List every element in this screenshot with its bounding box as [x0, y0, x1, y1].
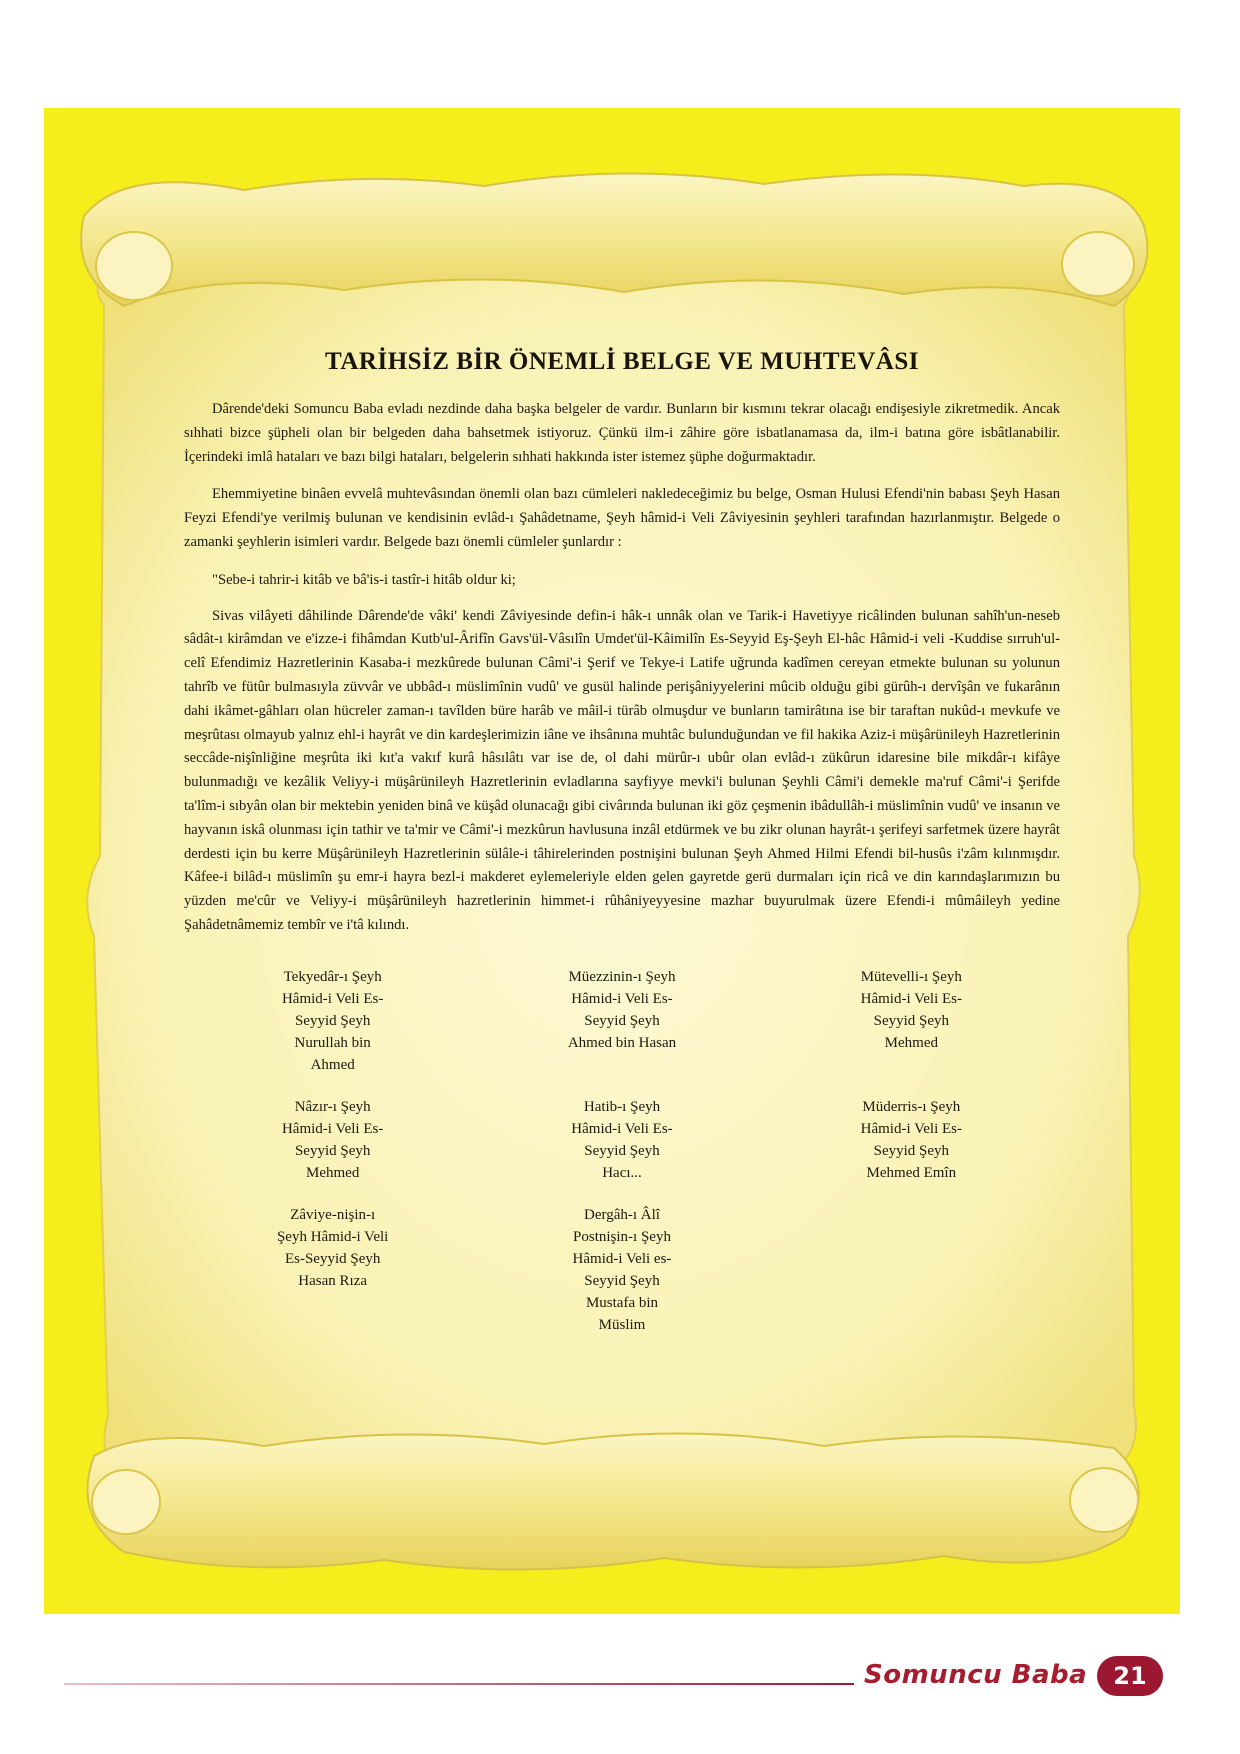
paragraph-quote-body: Sivas vilâyeti dâhilinde Dârende'de vâki' kendi Zâviyesinde defin-i hâk-ı unnâk olan ve Tarik-i Havetiyye ricâlinden bulunan sahîh'un-neseb sâdât-ı kirâmdan ve e'izze-i fihâmdan Kutb'ul-Ârifîn Gavs'ül-Vâsılîn Umdet'ül-Kâimilîn Es-Seyyid Eş-Şeyh El-hâc Hâmid-i veli -Kuddise sırruh'ul-celî Efendimiz Hazretlerinin Kasaba-i mezkûrede bulunan Câmi'-i Şerif ve Tekye-i Latife uğrunda kadîmen cereyan etmekte bulunan su yolunun tahrîb ve fütûr bulmasıyla züvvâr ve ubbâd-ı müslimînin vudû' ve gusül halinde perişâniyyelerini mûcib olduğu gibi gürûh-ı dervîşân ve fukarânın dahi ikâmet-gâhları olan hücreler zaman-ı tavîlden büre harâb ve mâil-i türâb olmuşdur ve bunların tamirâtına ise bir taraftan nukûd-ı mevkufe ve meşrûtası olmayub yalnız ehl-i hayrât ve din kardeşlerimizin iâne ve ihsânına muhtâc bulunduğundan ve fil hakika Aziz-i müşârünileyh Hazretlerinin seccâde-nişînliğine meşrûta iki kıt'a vakıf kurâ hâsılâtı var ise de, ol dahi mürûr-ı ubûr olan evlâd-ı zükûrun idaresine bile mikdâr-ı kifâye bulunmadığı ve kezâlik Veliyy-i müşârünileyh Hazretlerinin evladlarına sayfiyye mevki'i bulunan Şeyhli Câmi'i demekle ma'ruf Câmi'-i Şerifde ta'lîm-i sıbyân olan bir mektebin yeniden binâ ve küşâd olunacağı gibi civârında bulunan iki göz çeşmenin ibâdullâh-i müslimînin vudû' ve insanın ve hayvanın iskâ olunması için tathir ve ta'mir ve Câmi'-i mezkûrun havlusuna inzâl etdürmek ve bu zikr olunan hayrât-ı şerifeyi sarfetmek üzere hayrât derdesti için bu kerre Müşârünileyh Hazretlerinin sülâle-i tâhirelerinden postnişini bulunan Şeyh Ahmed Hilmi Efendi bil-husûs i'zâm kılınmışdır. Kâfee-i bilâd-ı müslimîn şu emr-i hayra bezl-i makderet eylemeleriyle elden gelen gayretde gerü durmaları için ricâ ve din karındaşlarımızın bu yüzden me'cûr ve Veliyy-i müşârünileyh hazretlerinin himmet-i rûhâniyeyyesine mazhar buyurulmak üzere Efendi-i mûmâileyh yedine Şahâdetnâmemiz tembîr ve i'tâ kılındı. — [184, 607, 1060, 933]
signature-muezzin: Müezzinin-ı Şeyh Hâmid-i Veli Es- Seyyid Şeyh Ahmed bin Hasan — [567, 968, 677, 1051]
page-number-badge: 21 — [1097, 1656, 1163, 1696]
paragraph-intro: Dârende'deki Somuncu Baba evladı nezdinde daha başka belgeler de vardır. Bunların bir kısmını tekrar olacağı endişesiyle zikretmedik. Ancak sıhhati bizce şüpheli olan bir belgeden daha bahsetmek istiyoruz. Çünkü ilm-i zâhire göre isbatlanamasa da, ilm-i batına göre isbâtlanabilir. İçerindeki imlâ hataları ve bazı bilgi hataları, belgelerin sıhhati hakkında ister istemez şüphe doğurmaktadır. — [184, 401, 1060, 465]
paragraph-quote-opening: "Sebe-i tahrir-i kitâb ve bâ'is-i tastîr-i hitâb oldur ki; — [212, 571, 516, 588]
signature-mutevelli: Mütevelli-ı Şeyh Hâmid-i Veli Es- Seyyid Şeyh Mehmed — [860, 968, 962, 1051]
footer-brand-logo: Somuncu Baba — [864, 1660, 1088, 1690]
paragraph-context: Ehemmiyetine binâen evvelâ muhtevâsından önemli olan bazı cümleleri nakledeceğimiz bu belge, Osman Hulusi Efendi'nin babası Şeyh Hasan Feyzi Efendi'ye verilmiş bulunan ve kendisinin evlâd-ı Şahâdetname, Şeyh hâmid-i Veli Zâviyesinin şeyhleri tarafından hazırlanmıştır. Belgede o zamanki şeyhlerin isimleri vardır. Belgede bazı önemli cümleler şunlardır : — [184, 486, 1060, 550]
signature-zaviye-nisin: Zâviye-nişin-ı Şeyh Hâmid-i Veli Es-Seyyid Şeyh Hasan Rıza — [276, 1206, 389, 1289]
signature-nazir: Nâzır-ı Şeyh Hâmid-i Veli Es- Seyyid Şeyh Mehmed — [281, 1098, 384, 1181]
signature-hatib: Hatib-ı Şeyh Hâmid-i Veli Es- Seyyid Şeyh Hacı... — [571, 1098, 673, 1181]
signature-muderris: Müderris-ı Şeyh Hâmid-i Veli Es- Seyyid Şeyh Mehmed Emîn — [860, 1098, 962, 1181]
signature-tekyedar: Tekyedâr-ı Şeyh Hâmid-i Veli Es- Seyyid Şeyh Nurullah bin Ahmed — [281, 968, 384, 1073]
footer-divider — [64, 1683, 854, 1685]
document-title: TARİHSİZ BİR ÖNEMLİ BELGE VE MUHTEVÂSI — [325, 348, 919, 375]
signature-dergah-postnisin: Dergâh-ı Âlî Postnişin-ı Şeyh Hâmid-i Veli es- Seyyid Şeyh Mustafa bin Müslim — [572, 1206, 672, 1333]
signature-grid — [184, 966, 1060, 1336]
document-body — [184, 348, 1060, 1336]
